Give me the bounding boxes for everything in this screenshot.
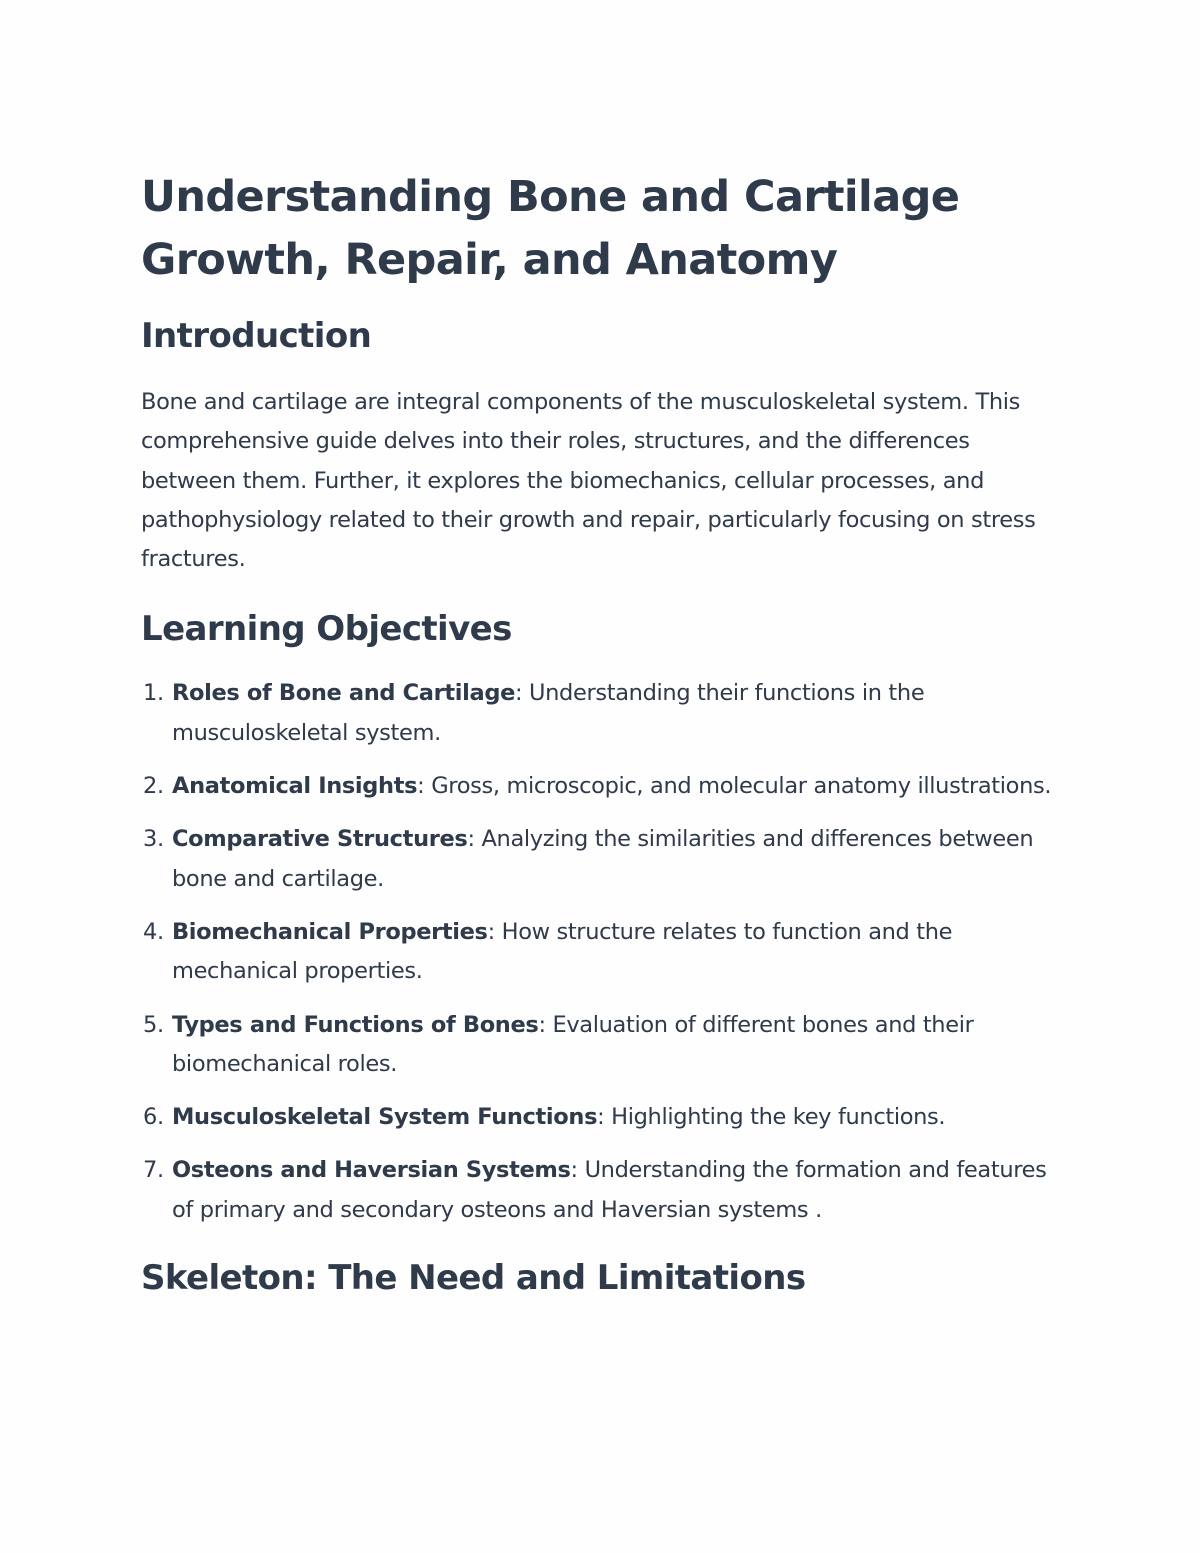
objective-term: Musculoskeletal System Functions: [172, 1104, 598, 1131]
learning-objectives-heading: Learning Objectives: [141, 609, 512, 650]
objective-number: 4.: [143, 918, 164, 945]
objective-item: [141, 1006, 1071, 1085]
objective-number: 3.: [143, 826, 164, 853]
objective-term: Anatomical Insights: [172, 773, 418, 800]
learning-objectives-list: [141, 674, 1071, 1230]
introduction-paragraph: Bone and cartilage are integral components of the musculoskeletal system. This comprehensive guide delves into their roles, structures, and the differences between them. Further, it explores the biomechanics, cellular processes, and pathophysiology related to their growth and repair, particularly focusing on stress fractures.: [141, 389, 1036, 573]
skeleton-heading: Skeleton: The Need and Limitations: [141, 1258, 806, 1299]
objective-term: Osteons and Haversian Systems: [172, 1157, 571, 1184]
objective-text: : Understanding their functions in the musculoskeletal system.: [172, 680, 925, 746]
objective-number: 5.: [143, 1011, 164, 1038]
objective-term: Biomechanical Properties: [172, 918, 488, 945]
objective-text: : Highlighting the key functions.: [597, 1104, 946, 1131]
objective-item: [141, 913, 1071, 992]
objective-text: : Gross, microscopic, and molecular anatomy illustrations.: [417, 773, 1052, 800]
objective-item: [141, 820, 1071, 899]
objective-item: [141, 1098, 1071, 1137]
document-content: [141, 166, 1071, 1300]
objective-term: Roles of Bone and Cartilage: [172, 680, 515, 707]
objective-term: Comparative Structures: [172, 826, 468, 853]
objective-item: [141, 767, 1071, 806]
introduction-heading: Introduction: [141, 316, 372, 356]
objective-item: [141, 1151, 1071, 1230]
objective-text: : How structure relates to function and the mechanical properties.: [172, 918, 953, 985]
objective-text: : Evaluation of different bones and their biomechanical roles.: [172, 1011, 974, 1077]
objective-number: 7.: [143, 1157, 164, 1184]
objective-number: 1.: [143, 680, 164, 707]
objective-number: 2.: [143, 773, 164, 800]
objective-number: 6.: [143, 1104, 164, 1131]
objective-text: : Understanding the formation and features of primary and secondary osteons and Haversian systems .: [172, 1157, 1047, 1223]
objective-text: : Analyzing the similarities and differences between bone and cartilage.: [172, 826, 1034, 892]
document-title: Understanding Bone and Cartilage Growth, Repair, and Anatomy: [141, 172, 960, 285]
objective-item: [141, 674, 1071, 753]
objective-term: Types and Functions of Bones: [172, 1011, 539, 1038]
